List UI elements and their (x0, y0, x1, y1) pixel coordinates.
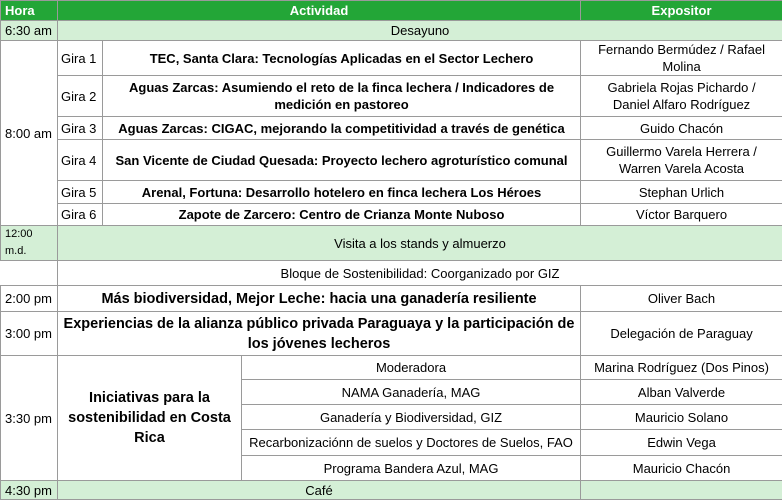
panel-row (1, 356, 782, 380)
gira-activity (103, 140, 581, 181)
gira-row (1, 140, 782, 181)
bloque-row (1, 261, 782, 286)
activity-cell: Desayuno (58, 21, 782, 41)
gira-row (1, 41, 782, 76)
panel-speaker: Mauricio Solano (581, 405, 782, 430)
gira-title: Proyecto lechero agroturístico comunal (322, 153, 568, 168)
talk-speaker: Oliver Bach (581, 286, 782, 312)
time-cell: 4:30 pm (1, 481, 58, 500)
gira-place: San Vicente de Ciudad Quesada: (116, 153, 319, 168)
time-cell: 8:00 am (1, 41, 58, 226)
gira-label: Gira 2 (58, 76, 103, 117)
time-cell: 3:30 pm (1, 356, 58, 481)
gira-label: Gira 6 (58, 204, 103, 226)
gira-speaker (581, 41, 782, 76)
talk-title: Más biodiversidad, Mejor Leche: hacia una ganadería resiliente (58, 286, 581, 312)
gira-label: Gira 1 (58, 41, 103, 76)
gira-activity (103, 181, 581, 204)
gira-label: Gira 5 (58, 181, 103, 204)
panel-title: Iniciativas para la sostenibilidad en Costa Rica (58, 356, 242, 481)
speaker-line-2: Warren Varela Acosta (619, 161, 744, 176)
gira-title: Asumiendo el reto de la finca lechera / Indicadores de medición en pastoreo (222, 80, 554, 112)
bloque-title: Bloque de Sostenibilidad: Coorganizado por GIZ (58, 261, 782, 286)
speaker-line-1: Fernando Bermúdez / Rafael Molina (598, 42, 765, 74)
gira-place: TEC, Santa Clara: (150, 51, 259, 66)
gira-place: Aguas Zarcas: (118, 121, 208, 136)
gira-activity (103, 117, 581, 140)
time-cell: 6:30 am (1, 21, 58, 41)
cafe-row (1, 481, 782, 500)
gira-place: Arenal, Fortuna: (142, 185, 242, 200)
activity-cell: Café (58, 481, 581, 500)
gira-speaker (581, 181, 782, 204)
gira-activity (103, 76, 581, 117)
gira-label: Gira 3 (58, 117, 103, 140)
panel-speaker: Alban Valverde (581, 380, 782, 405)
gira-title: CIGAC, mejorando la competitividad a través de genética (211, 121, 564, 136)
header-row (1, 1, 782, 21)
panel-speaker: Marina Rodríguez (Dos Pinos) (581, 356, 782, 380)
speaker-line-2: Daniel Alfaro Rodríguez (613, 97, 750, 112)
gira-title: Centro de Crianza Monte Nuboso (299, 207, 504, 222)
panel-speaker: Mauricio Chacón (581, 456, 782, 481)
time-cell: 12:00 m.d. (1, 226, 58, 261)
talk-row (1, 286, 782, 312)
gira-place: Aguas Zarcas: (129, 80, 219, 95)
gira-row (1, 204, 782, 226)
gira-speaker (581, 76, 782, 117)
speaker-line-1: Guillermo Varela Herrera / (606, 144, 757, 159)
speaker-line-1: Gabriela Rojas Pichardo / (607, 80, 755, 95)
panel-topic: Ganadería y Biodiversidad, GIZ (242, 405, 581, 430)
gira-row (1, 117, 782, 140)
gira-speaker (581, 140, 782, 181)
gira-row (1, 181, 782, 204)
time-cell: 2:00 pm (1, 286, 58, 312)
header-hora: Hora (1, 1, 58, 21)
panel-topic: Recarbonizaciónn de suelos y Doctores de Suelos, FAO (242, 430, 581, 456)
activity-cell: Visita a los stands y almuerzo (58, 226, 782, 261)
almuerzo-row (1, 226, 782, 261)
gira-title: Desarrollo hotelero en finca lechera Los Héroes (246, 185, 542, 200)
panel-topic: Moderadora (242, 356, 581, 380)
talk-title: Experiencias de la alianza público privada Paraguaya y la participación de los jóvenes lecheros (58, 312, 581, 356)
header-expositor: Expositor (581, 1, 782, 21)
header-actividad: Actividad (58, 1, 581, 21)
speaker-line-1: Víctor Barquero (636, 207, 727, 222)
gira-activity (103, 41, 581, 76)
gira-row (1, 76, 782, 117)
gira-title: Tecnologías Aplicadas en el Sector Lechero (262, 51, 533, 66)
gira-label: Gira 4 (58, 140, 103, 181)
speaker-line-1: Stephan Urlich (639, 185, 724, 200)
talk-row (1, 312, 782, 356)
gira-speaker (581, 117, 782, 140)
gira-activity (103, 204, 581, 226)
time-cell: 3:00 pm (1, 312, 58, 356)
speaker-line-1: Guido Chacón (640, 121, 723, 136)
talk-speaker: Delegación de Paraguay (581, 312, 782, 356)
desayuno-row (1, 21, 782, 41)
panel-speaker: Edwin Vega (581, 430, 782, 456)
panel-topic: Programa Bandera Azul, MAG (242, 456, 581, 481)
gira-place: Zapote de Zarcero: (179, 207, 296, 222)
panel-topic: NAMA Ganadería, MAG (242, 380, 581, 405)
gira-speaker (581, 204, 782, 226)
